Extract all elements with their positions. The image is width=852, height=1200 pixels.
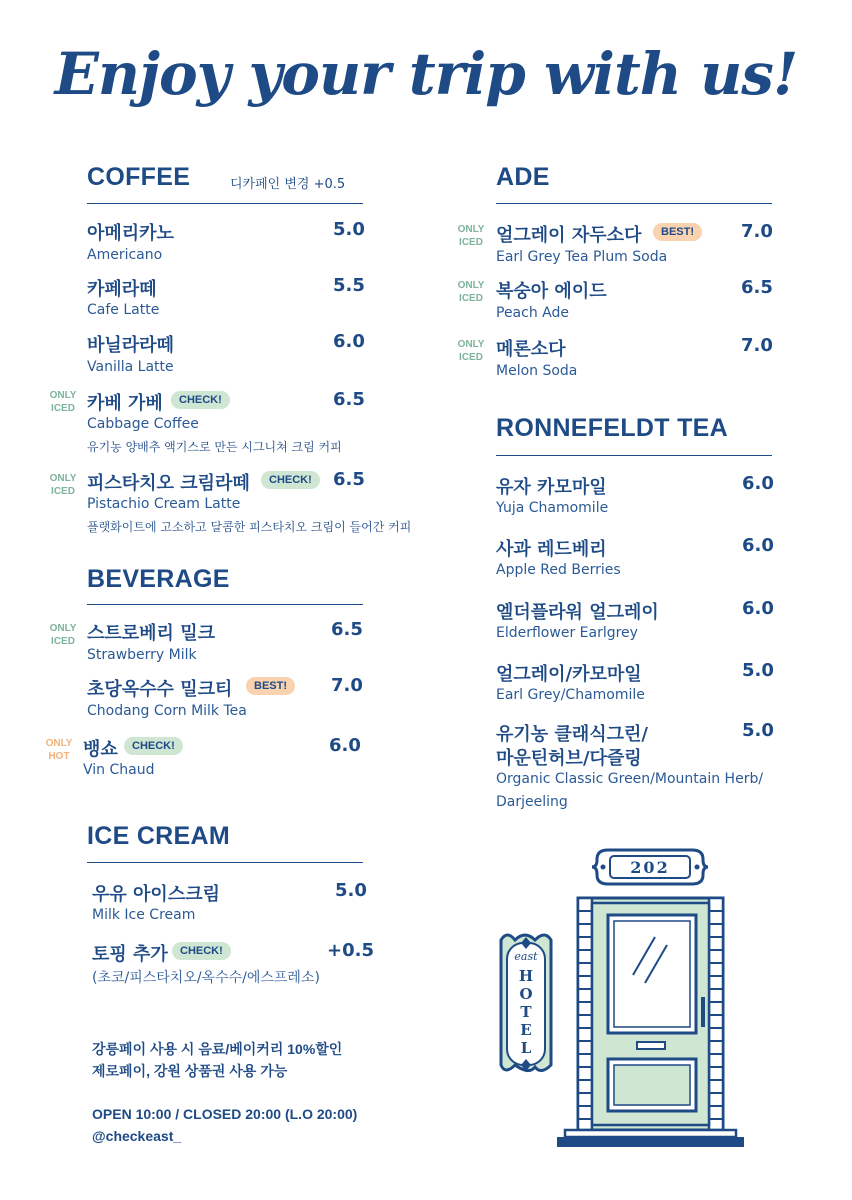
item-name-en: Earl Grey/Chamomile (496, 687, 645, 703)
item-name-en: Milk Ice Cream (92, 907, 196, 923)
item-name-en-line2: Darjeeling (496, 794, 568, 810)
only-hot-tag: ONLY HOT (45, 738, 73, 762)
item-name-en: Elderflower Earlgrey (496, 625, 638, 641)
item-name-en: Cafe Latte (87, 302, 160, 318)
item-name-en: Vanilla Latte (87, 359, 174, 375)
item-price: 5.0 (742, 720, 774, 741)
item-price: 5.5 (333, 275, 365, 296)
door-base (557, 1137, 744, 1147)
item-name-en: Organic Classic Green/Mountain Herb/ (496, 771, 764, 787)
sign-east: east (514, 950, 538, 963)
opening-hours: OPEN 10:00 / CLOSED 20:00 (L.O 20:00) (92, 1106, 358, 1122)
item-name-ko: 우유 아이스크림 (92, 884, 220, 905)
beverage-heading: BEVERAGE (87, 565, 230, 593)
item-price: 7.0 (741, 221, 773, 242)
item-price: 6.0 (329, 735, 361, 756)
item-description: 유기농 양배추 액기스로 만든 시그니쳐 크림 커피 (87, 440, 342, 454)
item-name-en: Earl Grey Tea Plum Soda (496, 249, 668, 265)
door-handle (701, 997, 705, 1027)
check-badge: CHECK! (261, 471, 320, 489)
room-number: 202 (630, 858, 670, 877)
item-price: 6.0 (742, 473, 774, 494)
item-name-en: Peach Ade (496, 305, 569, 321)
item-name-en: Chodang Corn Milk Tea (87, 703, 247, 719)
topping-options: (초코/피스타치오/옥수수/에스프레소) (92, 970, 320, 986)
item-name-en: Strawberry Milk (87, 647, 197, 663)
item-price: 6.5 (333, 389, 365, 410)
item-name-en: Yuja Chamomile (496, 500, 609, 516)
item-name-ko: 유기농 클래식그린/ (496, 724, 648, 745)
item-name-ko: 토핑 추가 (92, 944, 168, 965)
page-title: Enjoy your trip with us! (54, 40, 798, 108)
sign-letter: T (520, 1003, 532, 1021)
item-name-ko: 메론소다 (496, 339, 566, 360)
decaf-note: 디카페인 변경 +0.5 (230, 177, 346, 192)
item-price: +0.5 (327, 940, 374, 961)
item-price: 7.0 (741, 335, 773, 356)
only-iced-tag: ONLY ICED (49, 390, 77, 414)
only-iced-tag: ONLY ICED (457, 224, 485, 248)
item-price: 7.0 (331, 675, 363, 696)
item-name-ko: 바닐라라떼 (87, 335, 174, 356)
item-price: 5.0 (333, 219, 365, 240)
item-name-ko: 엘더플라워 얼그레이 (496, 602, 659, 623)
item-price: 5.0 (335, 880, 367, 901)
item-name-ko-line2: 마운틴허브/다즐링 (496, 748, 642, 769)
item-name-en: Vin Chaud (83, 762, 155, 778)
item-price: 6.5 (741, 277, 773, 298)
only-iced-tag: ONLY ICED (457, 339, 485, 363)
item-name-ko: 초당옥수수 밀크티 (87, 679, 233, 700)
icecream-divider (87, 862, 363, 863)
room-number-plaque (592, 850, 708, 884)
item-name-en: Melon Soda (496, 363, 578, 379)
sign-letter: O (519, 985, 533, 1003)
only-iced-tag: ONLY ICED (49, 623, 77, 647)
item-name-ko: 얼그레이 자두소다 (496, 225, 642, 246)
ade-divider (496, 203, 772, 204)
check-badge: CHECK! (124, 737, 183, 755)
item-name-en: Americano (87, 247, 163, 263)
item-name-ko: 카베 가베 (87, 393, 163, 414)
item-description: 플랫화이트에 고소하고 달콤한 피스타치오 크림이 들어간 커피 (87, 520, 412, 534)
sign-letter: L (520, 1039, 532, 1057)
coffee-divider (87, 203, 363, 204)
item-price: 6.0 (742, 535, 774, 556)
payment-methods-note: 제로페이, 강원 상품권 사용 가능 (92, 1063, 288, 1079)
item-price: 6.5 (333, 469, 365, 490)
hotel-sign (501, 935, 551, 1071)
tea-divider (496, 455, 772, 456)
door-step (565, 1130, 736, 1137)
door (592, 903, 709, 1125)
best-badge: BEST! (653, 223, 702, 241)
item-name-ko: 유자 카모마일 (496, 477, 607, 498)
coffee-heading: COFFEE (87, 163, 191, 191)
item-name-ko: 아메리카노 (87, 223, 174, 244)
best-badge: BEST! (246, 677, 295, 695)
item-name-ko: 복숭아 에이드 (496, 281, 607, 302)
beverage-divider (87, 604, 363, 605)
item-name-ko: 사과 레드베리 (496, 539, 607, 560)
only-iced-tag: ONLY ICED (457, 280, 485, 304)
icecream-heading: ICE CREAM (87, 822, 230, 850)
item-price: 6.5 (331, 619, 363, 640)
sign-letter: E (520, 1021, 532, 1039)
payment-discount-note: 강릉페이 사용 시 음료/베이커리 10%할인 (92, 1041, 343, 1057)
instagram-handle: @checkeast_ (92, 1128, 182, 1144)
item-name-en: Apple Red Berries (496, 562, 621, 578)
item-name-ko: 뱅쇼 (83, 739, 118, 760)
item-name-ko: 카페라떼 (87, 279, 157, 300)
item-price: 5.0 (742, 660, 774, 681)
tea-heading: RONNEFELDT TEA (496, 414, 728, 442)
item-name-ko: 스트로베리 밀크 (87, 623, 215, 644)
item-name-ko: 피스타치오 크림라떼 (87, 473, 250, 494)
item-name-en: Cabbage Coffee (87, 416, 199, 432)
check-badge: CHECK! (171, 391, 230, 409)
hotel-door-illustration (495, 845, 755, 1150)
item-name-ko: 얼그레이/카모마일 (496, 664, 642, 685)
ade-heading: ADE (496, 163, 550, 191)
item-price: 6.0 (742, 598, 774, 619)
item-name-en: Pistachio Cream Latte (87, 496, 241, 512)
check-badge: CHECK! (172, 942, 231, 960)
sign-letter: H (518, 967, 534, 985)
item-price: 6.0 (333, 331, 365, 352)
only-iced-tag: ONLY ICED (49, 473, 77, 497)
